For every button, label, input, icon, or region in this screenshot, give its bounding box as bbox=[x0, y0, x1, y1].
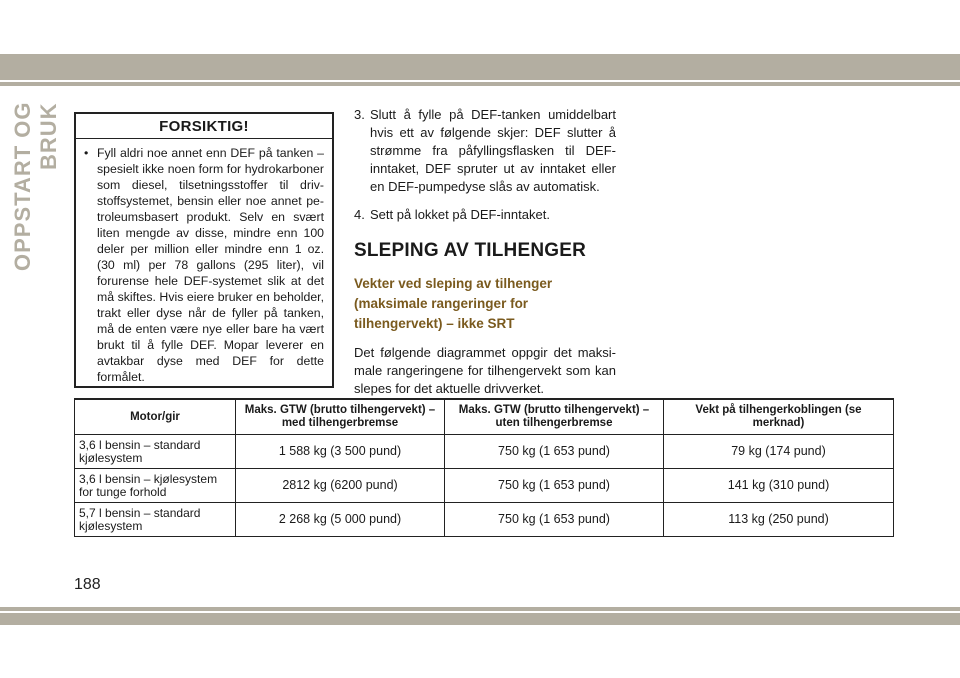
table-header-cell: Maks. GTW (brutto tilhengervekt) – med tilhengerbremse bbox=[236, 399, 445, 435]
footer-band bbox=[0, 613, 960, 625]
caution-title: FORSIKTIG! bbox=[76, 114, 332, 139]
table-row bbox=[75, 503, 894, 537]
table-cell: 5,7 l bensin – standard kjølesystem bbox=[75, 503, 236, 537]
table-cell: 113 kg (250 pund) bbox=[664, 503, 894, 537]
footer-rule bbox=[0, 607, 960, 611]
caution-body bbox=[76, 139, 332, 385]
table-cell: 79 kg (174 pund) bbox=[664, 435, 894, 469]
table-row bbox=[75, 435, 894, 469]
caution-box bbox=[74, 112, 334, 388]
section-subheading: Vekter ved sleping av tilhenger (maksimale rangeringer for tilhengervekt) – ikke SRT bbox=[354, 276, 553, 331]
section-paragraph: Det følgende diagrammet oppgir det maksimale rangeringene for tilhengervekt som kan slepes for det aktuelle drivverket. bbox=[354, 345, 616, 396]
header-band bbox=[0, 54, 960, 80]
table-cell: 750 kg (1 653 pund) bbox=[445, 435, 664, 469]
step-number: 3. bbox=[354, 107, 365, 122]
table-cell: 3,6 l bensin – standard kjølesystem bbox=[75, 435, 236, 469]
table-cell: 3,6 l bensin – kjølesystem for tunge forhold bbox=[75, 469, 236, 503]
towing-table bbox=[74, 398, 894, 537]
table-cell: 2 268 kg (5 000 pund) bbox=[236, 503, 445, 537]
step-item bbox=[354, 106, 616, 196]
table-row bbox=[75, 469, 894, 503]
table-cell: 1 588 kg (3 500 pund) bbox=[236, 435, 445, 469]
section-heading: SLEPING AV TILHENGER bbox=[354, 240, 587, 261]
table-header-cell: Motor/gir bbox=[75, 399, 236, 435]
step-item bbox=[354, 206, 616, 224]
table-header-row bbox=[75, 399, 894, 435]
table-header-cell: Maks. GTW (brutto tilhengervekt) – uten tilhengerbremse bbox=[445, 399, 664, 435]
section-side-tab: OPPSTART OG BRUK bbox=[10, 102, 61, 272]
table-cell: 750 kg (1 653 pund) bbox=[445, 469, 664, 503]
bullet-icon: • bbox=[84, 146, 89, 160]
table-header-cell: Vekt på tilhengerkoblingen (se merknad) bbox=[664, 399, 894, 435]
table-cell: 750 kg (1 653 pund) bbox=[445, 503, 664, 537]
caution-text: Fyll aldri noe annet enn DEF på tanken – spesielt ikke noen form for hydrokarboner som diesel, tilsetningsstoffer til drivstoffsystemet, bensin eller noe annet petroleumsbasert produkt. Selv en svært liten mengde av disse, mindre enn 100 deler per million eller mindre enn 1 oz. (30 ml) per 78 gallons (295 liter), vil forurense hele DEF-systemet slik at det må skiftes. Hvis eiere bruker en beholder, trakt eller dyse når de fyller på tanken, må de enten være nye eller bare ha vært brukt til å fylle DEF. Mopar leverer en avtakbar dyse med DEF for dette formålet. bbox=[97, 146, 324, 384]
step-number: 4. bbox=[354, 207, 365, 222]
step-text: Sett på lokket på DEF-inntaket. bbox=[370, 207, 550, 222]
right-column bbox=[354, 106, 616, 398]
page-number: 188 bbox=[74, 576, 101, 593]
table-cell: 2812 kg (6200 pund) bbox=[236, 469, 445, 503]
header-rule bbox=[0, 82, 960, 86]
step-text: Slutt å fylle på DEF-tanken umiddelbart hvis ett av følgende skjer: DEF slutter å strømme fra påfyllingsflasken til DEF-inntaket, DEF spruter ut av inntaket eller en DEF-pumpedyse slås av automatisk. bbox=[370, 107, 616, 194]
table-cell: 141 kg (310 pund) bbox=[664, 469, 894, 503]
